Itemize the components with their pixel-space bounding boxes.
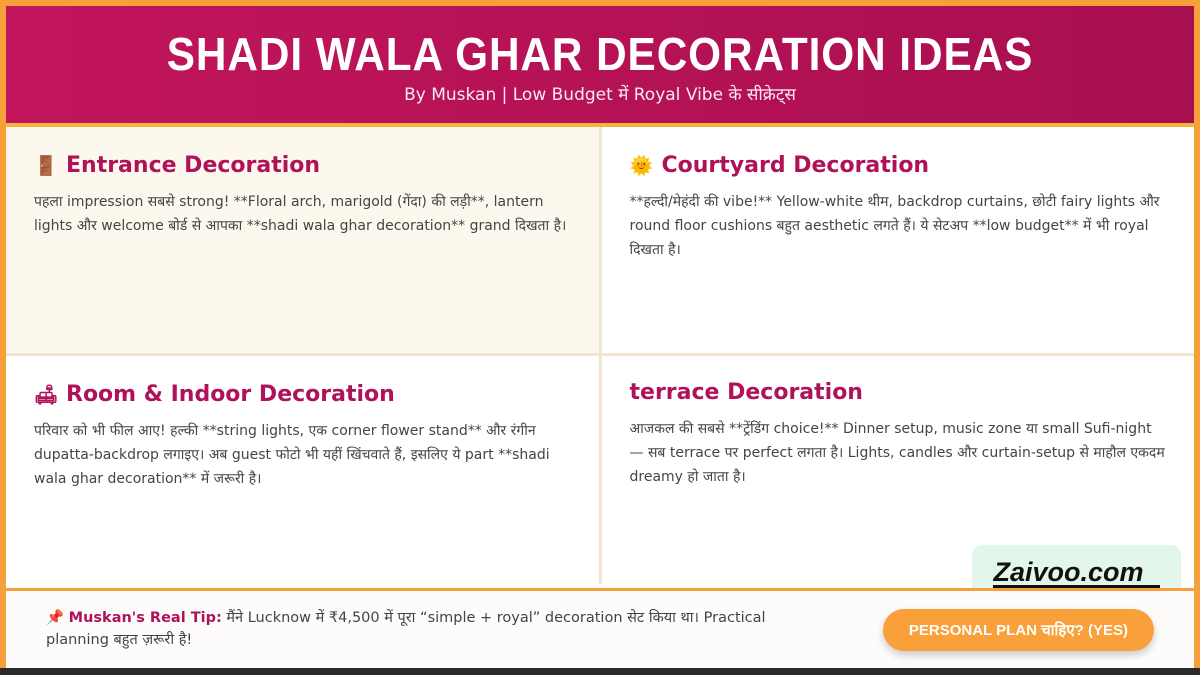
sofa-lamp-icon: 🛋 [34,383,59,406]
section-entrance [6,127,599,353]
watermark-text: Zaivoo.com [993,559,1159,588]
section-text: परिवार को भी फील आए! हल्की **string lights, एक corner flower stand** और रंगीन dupatta-backdrop लगाइए। अब guest फोटो भी यहीं खिंचवाते हैं, इसलिए ये part **shadi wala ghar decoration** में जरूरी है। [34,423,550,487]
tip-text-block [46,607,806,651]
section-title: terrace Decoration [629,380,863,405]
pushpin-icon: 📌 [46,610,65,626]
tip-text: मैंने Lucknow में ₹4,500 में पूरा “simple + royal” decoration सेट किया था। Practical planning बहुत ज़रूरी है! [46,610,766,648]
section-courtyard [602,127,1195,353]
section-title: Entrance Decoration [66,153,321,178]
sun-icon: 🌞 [629,154,654,177]
door-icon: 🚪 [34,154,58,177]
personal-plan-button[interactable]: PERSONAL PLAN चाहिए? (YES) [883,609,1154,651]
page-title: SHADI WALA GHAR DECORATION IDEAS [166,28,1034,80]
section-title: Room & Indoor Decoration [66,382,395,407]
tip-label: Muskan's Real Tip: [68,610,222,626]
header [6,6,1194,127]
section-text: **हल्दी/मेहंदी की vibe!** Yellow-white थीम, backdrop curtains, छोटी fairy lights और round floor cushions बहुत aesthetic लगते हैं। ये सेटअप **low budget** में भी royal दिखता है। [629,194,1160,258]
section-text: आजकल की सबसे **ट्रेंडिंग choice!** Dinner setup, music zone या small Sufi-night — सब terrace पर perfect लगता है। Lights, candles और curtain-setup से माहौल एकदम dreamy हो जाता है। [629,421,1165,485]
section-title: Courtyard Decoration [661,153,930,178]
footer-tip-bar [6,588,1194,668]
section-room-indoor [6,356,599,584]
sections-grid [6,127,1194,584]
section-text: पहला impression सबसे strong! **Floral arch, marigold (गेंदा) की लड़ी**, lantern lights और welcome बोर्ड से आपका **shadi wala ghar decoration** grand दिखता है। [34,194,567,234]
page-subtitle: By Muskan | Low Budget में Royal Vibe के सीक्रेट्स [404,85,796,105]
